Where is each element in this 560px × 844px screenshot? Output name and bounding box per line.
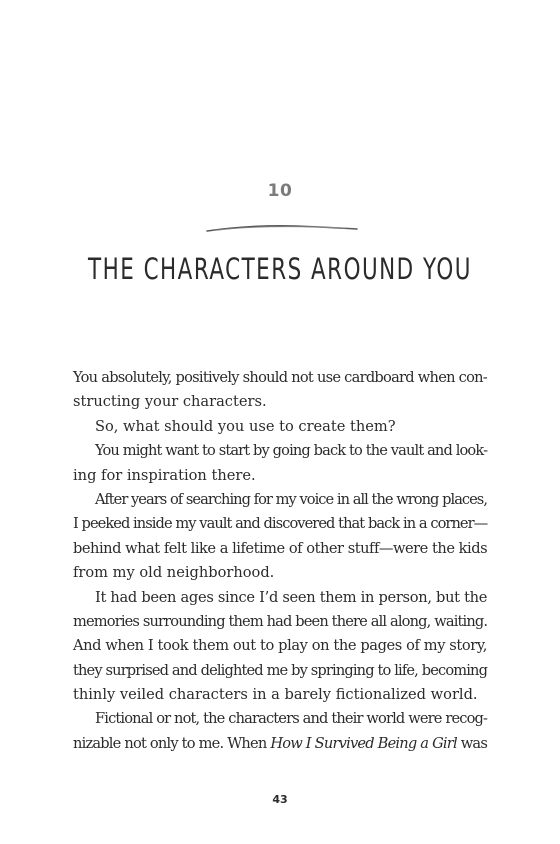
text-line: And when I took them out to play on the pages of my story,	[73, 637, 487, 655]
text-line: I peeked inside my vault and discovered that back in a corner—	[73, 515, 488, 533]
text-line: they surprised and delighted me by springing to life, becoming	[73, 661, 488, 679]
chapter-title: THE CHARACTERS AROUND YOU	[88, 252, 472, 286]
text-line: memories surrounding them had been there all along, waiting.	[73, 612, 488, 630]
text-line: behind what felt like a lifetime of other stuff—were the kids	[73, 539, 488, 557]
text-line: ing for inspiration there.	[73, 466, 256, 484]
text-segment: was	[456, 734, 488, 752]
text-line: from my old neighborhood.	[73, 564, 275, 582]
text-line: Fictional or not, the characters and their world were recog-	[95, 710, 488, 728]
body-text	[73, 366, 487, 756]
book-title: How I Survived Being a Girl	[270, 734, 457, 752]
text-segment: nizable not only to me. When	[73, 734, 271, 752]
chapter-divider	[206, 223, 358, 235]
text-line: thinly veiled characters in a barely fictionalized world.	[73, 686, 478, 704]
text-line: structing your characters.	[73, 393, 267, 411]
page-number: 43	[272, 793, 288, 806]
text-line	[73, 732, 487, 756]
text-line: So, what should you use to create them?	[95, 417, 396, 435]
text-line: After years of searching for my voice in all the wrong places,	[95, 490, 487, 508]
text-line: It had been ages since I’d seen them in person, but the	[95, 588, 488, 606]
text-line: You might want to start by going back to the vault and look-	[95, 442, 488, 460]
chapter-number: 10	[267, 181, 293, 201]
text-line: You absolutely, positively should not use cardboard when con-	[73, 369, 487, 386]
